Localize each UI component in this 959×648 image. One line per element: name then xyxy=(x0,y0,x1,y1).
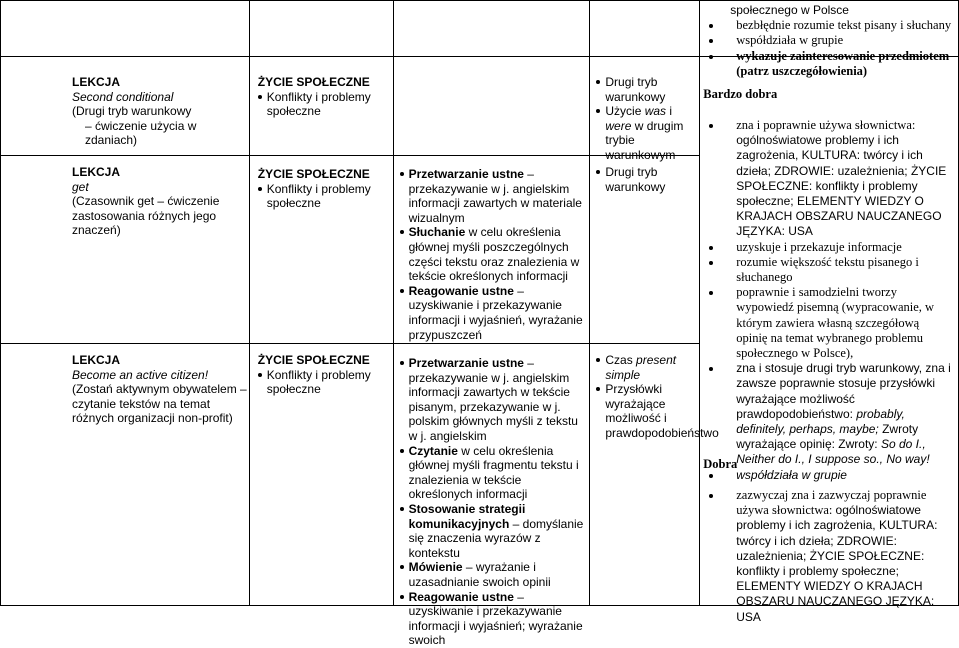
skill-desc: – przekazywanie w j. angielskim informacji zawartych w tekście pisanym, przekazywanie w j. polskim głównych myśli z tekstu w j. angielskim xyxy=(408,356,578,443)
grade-item xyxy=(708,468,952,483)
grade-text: zna i poprawnie używa słownictwa: xyxy=(736,118,916,132)
skill-desc: – uzyskiwanie i przekazywanie informacji i wyjaśnień, wyrażanie przypuszczeń xyxy=(408,283,583,342)
grade-text: ogólnoświatowe problemy i ich zagrożenia, KULTURA: twórcy i ich dzieła; ZDROWIE: uzależnienia; ŻYCIE SPOŁECZNE: konflikty i problemy społeczne; ELEMENTY WIEDZY O KRAJACH OBSZARU NAUCZANEGO JĘZYKA: USA xyxy=(736,133,947,239)
skills-list-2 xyxy=(400,356,586,648)
grammar-list-3 xyxy=(596,353,719,441)
good-list xyxy=(708,488,952,625)
lesson-desc: (Zostań aktywnym obywatelem – xyxy=(72,382,247,397)
grade-item xyxy=(708,361,952,467)
lesson-desc: (Drugi tryb warunkowy xyxy=(72,104,192,119)
area-item: Konflikty i problemy społeczne xyxy=(258,90,390,119)
skill-item xyxy=(400,284,586,342)
lesson-3 xyxy=(72,353,250,426)
very-good-list xyxy=(708,118,952,483)
grade-text: poprawnie i samodzielni tworzy wypowiedź pisemną (wypracowanie, w którym zawiera własną szczegółową opinię na temat wybranego problemu społecznego w Polsce), xyxy=(736,285,935,361)
lesson-topic: Become an active citizen! xyxy=(72,367,209,382)
lesson-desc: zastosowania różnych jego znaczeń) xyxy=(72,208,217,238)
grade-item: bezbłędnie rozumie tekst pisany i słuchany xyxy=(708,18,952,33)
grade-text: zna i stosuje drugi tryb warunkowy, zna i zawsze poprawnie stosuje przysłówki wyrażające możliwość prawdopodobieństwo: xyxy=(736,361,951,421)
skill-name: Stosowanie strategii komunikacyjnych xyxy=(408,501,526,531)
skill-name: Reagowanie ustne xyxy=(408,589,514,604)
lesson-1 xyxy=(1,75,250,148)
grammar-text: Czas xyxy=(605,353,637,367)
grade-item: wykazuje zainteresowanie przedmiotem (patrz uszczegółowienia) xyxy=(708,49,952,79)
row-divider xyxy=(0,155,700,156)
area-3 xyxy=(258,353,390,397)
grade-item: rozumie większość tekstu pisanego i słuchanego xyxy=(708,255,952,285)
row-divider xyxy=(0,343,700,344)
lesson-topic: Second conditional xyxy=(72,89,174,104)
lesson-column xyxy=(1,1,250,606)
grammar-item: Drugi tryb warunkowy xyxy=(596,75,698,104)
area-1 xyxy=(258,75,390,119)
area-title: ŻYCIE SPOŁECZNE xyxy=(257,75,370,89)
skill-name: Słuchanie xyxy=(408,225,466,240)
skill-name: Przetwarzanie ustne xyxy=(408,167,524,181)
grammar-text: present simple xyxy=(605,353,677,382)
grades-top xyxy=(708,3,952,79)
skill-item xyxy=(400,444,586,502)
area-2 xyxy=(258,167,390,211)
skills-list-1 xyxy=(400,167,586,342)
grammar-list-2 xyxy=(596,165,698,194)
skill-item xyxy=(400,356,586,444)
skill-desc: – domyślanie się znaczenia wyrazów z kontekstu xyxy=(408,516,584,560)
lesson-label: LEKCJA xyxy=(72,353,121,367)
grade-item xyxy=(708,488,952,625)
skill-name: Reagowanie ustne xyxy=(408,283,514,298)
lesson-label: LEKCJA xyxy=(72,165,121,179)
skill-item xyxy=(400,502,586,560)
grades-column xyxy=(700,1,959,624)
grammar-text: w drugim trybie warunkowym xyxy=(605,118,684,162)
grade-text: So do I., Neither do I., I suppose so., No way! xyxy=(736,437,930,467)
skill-item xyxy=(400,590,586,648)
grade-item: uzyskuje i przekazuje informacje xyxy=(708,240,952,255)
grade-text: probably, definitely, perhaps, maybe; xyxy=(736,406,905,437)
lesson-2 xyxy=(1,165,250,238)
grade-text: współdziała w grupie xyxy=(736,467,847,482)
skill-name: Przetwarzanie ustne xyxy=(408,356,524,370)
grammar-list-1 xyxy=(596,75,698,163)
skill-desc: – uzyskiwanie i przekazywanie informacji i wyjaśnień; wyrażanie swoich xyxy=(408,589,583,648)
grammar-column xyxy=(590,1,719,606)
lesson-topic: get xyxy=(72,179,89,194)
skill-item xyxy=(400,560,586,589)
skill-item xyxy=(400,167,586,225)
lesson-label: LEKCJA xyxy=(72,75,121,89)
grade-item xyxy=(708,118,952,240)
grade-label-good: Dobra xyxy=(703,457,738,471)
area-title: ŻYCIE SPOŁECZNE xyxy=(257,167,370,181)
grammar-item xyxy=(596,104,698,162)
skills-column xyxy=(393,1,590,648)
skill-desc: w celu określenia głównej myśli fragmentu tekstu i znalezienia w tekście określonych informacji xyxy=(408,443,579,502)
lesson-desc: – ćwiczenie użycia w zdaniach) xyxy=(85,118,197,148)
skill-desc: – przekazywanie w j. angielskim informacji zawartych w materiale wizualnym xyxy=(408,167,582,225)
grade-text: Zwroty wyrażające opinię: Zwroty: xyxy=(736,422,919,452)
grade-text: ogólnoświatowe problemy i ich zagrożenia, KULTURA: twórcy i ich dzieła; ZDROWIE: uzależnienia; ŻYCIE SPOŁECZNE: konflikty i problemy społeczne; ELEMENTY WIEDZY O KRAJACH OBSZARU NAUCZANEGO JĘZYKA: USA xyxy=(736,503,938,624)
grade-item: współdziała w grupie xyxy=(708,33,952,48)
area-column xyxy=(249,1,393,606)
skill-desc: – wyrażanie i uzasadnianie swoich opinii xyxy=(408,560,551,589)
grade-text: zazwyczaj zna i zazwyczaj poprawnie używa słownictwa: xyxy=(736,488,927,518)
grammar-item xyxy=(596,353,698,382)
lesson-desc: czytanie tekstów na temat różnych organizacji non-profit) xyxy=(72,396,233,426)
grade-text: społecznego w Polsce xyxy=(730,3,849,17)
skill-name: Mówienie xyxy=(408,560,463,575)
grammar-text: Użycie xyxy=(605,104,645,119)
skill-desc: w celu określenia głównej myśli poszczególnych części tekstu oraz znalezienia w tekście określonych informacji xyxy=(408,225,580,284)
grammar-item: Drugi tryb warunkowy xyxy=(596,165,698,194)
grammar-text: i xyxy=(666,104,673,119)
grammar-text: were xyxy=(605,118,632,133)
grade-item xyxy=(708,285,952,361)
area-title: ŻYCIE SPOŁECZNE xyxy=(257,353,370,367)
skill-name: Czytanie xyxy=(408,443,458,458)
grade-label-very-good: Bardzo dobra xyxy=(703,87,778,101)
lesson-desc: (Czasownik get – ćwiczenie xyxy=(72,194,220,209)
grammar-item: Przysłówki wyrażające możliwość i prawdopodobieństwo xyxy=(596,382,698,440)
skill-item xyxy=(400,225,586,283)
row-divider xyxy=(0,56,959,57)
area-item: Konflikty i problemy społeczne xyxy=(258,182,390,211)
area-item: Konflikty i problemy społeczne xyxy=(258,368,390,397)
grammar-text: was xyxy=(644,104,667,119)
